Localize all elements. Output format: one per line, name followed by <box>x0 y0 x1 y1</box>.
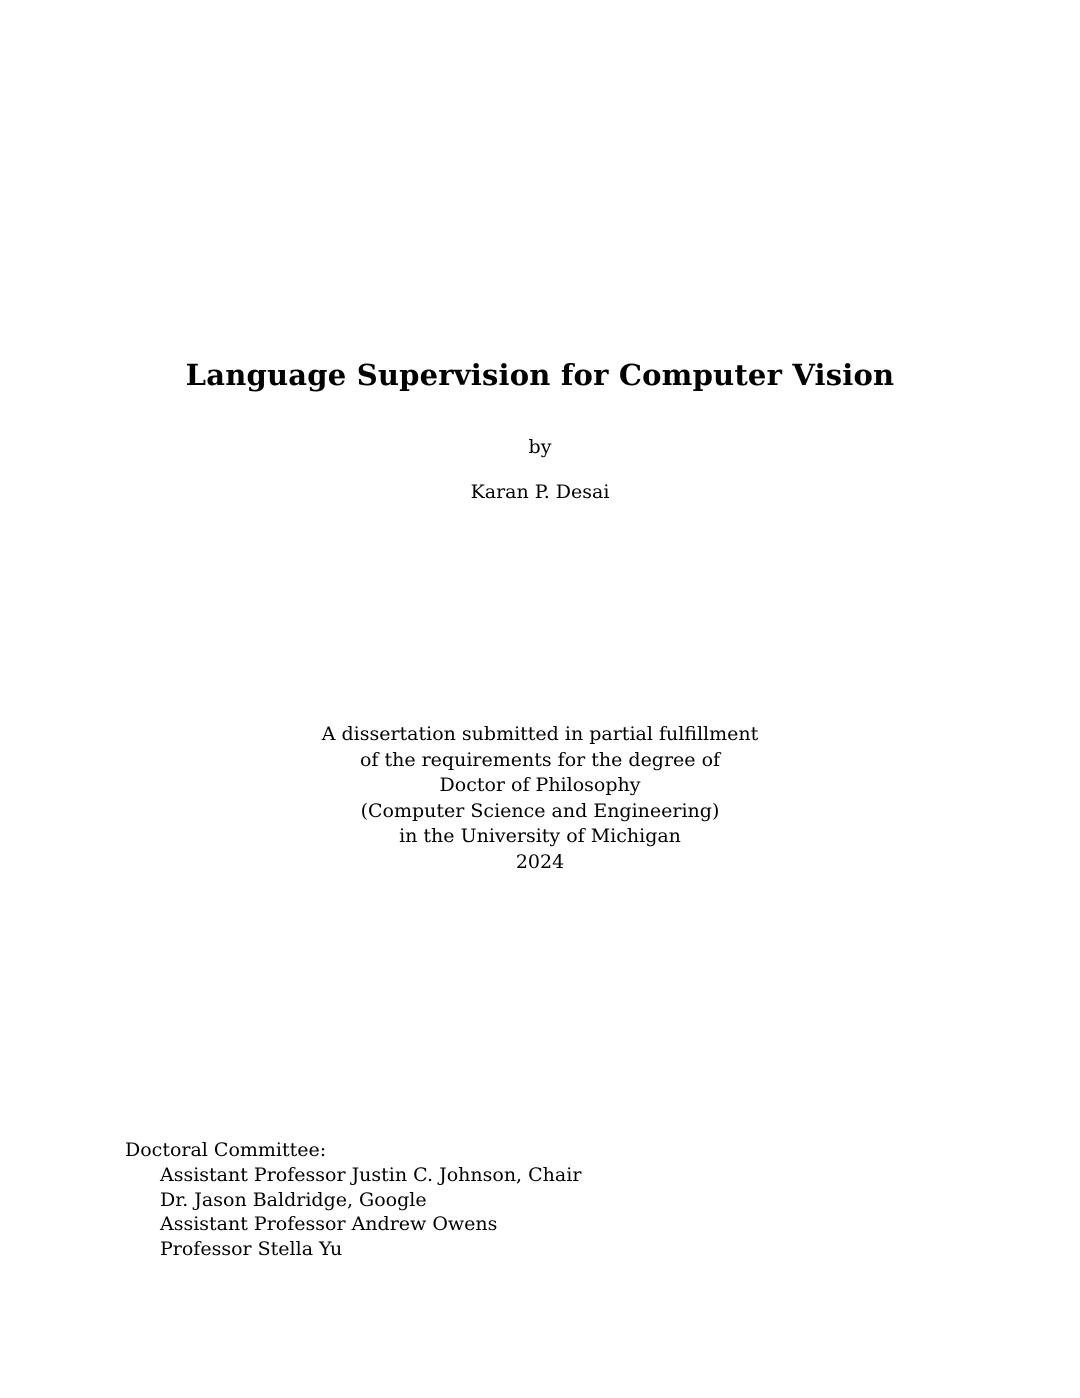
submission-line: Doctor of Philosophy <box>439 774 641 796</box>
submission-line: A dissertation submitted in partial fulfillment <box>321 723 759 745</box>
submission-line-year: 2024 <box>515 850 565 873</box>
author-name: Karan P. Desai <box>470 481 610 503</box>
committee-heading: Doctoral Committee: <box>125 1139 327 1161</box>
byline: by <box>528 436 552 458</box>
committee-member-list <box>160 1163 581 1262</box>
submission-line: (Computer Science and Engineering) <box>360 799 720 822</box>
committee-member: Dr. Jason Baldridge, Google <box>160 1188 427 1211</box>
submission-statement <box>0 722 1080 875</box>
committee-member: Assistant Professor Justin C. Johnson, Chair <box>160 1163 582 1186</box>
doctoral-committee-section <box>125 1138 581 1262</box>
committee-member: Assistant Professor Andrew Owens <box>160 1213 498 1236</box>
submission-line: of the requirements for the degree of <box>359 748 721 771</box>
submission-line: in the University of Michigan <box>399 825 681 847</box>
dissertation-title: Language Supervision for Computer Vision <box>185 358 895 392</box>
committee-member: Professor Stella Yu <box>160 1238 343 1261</box>
